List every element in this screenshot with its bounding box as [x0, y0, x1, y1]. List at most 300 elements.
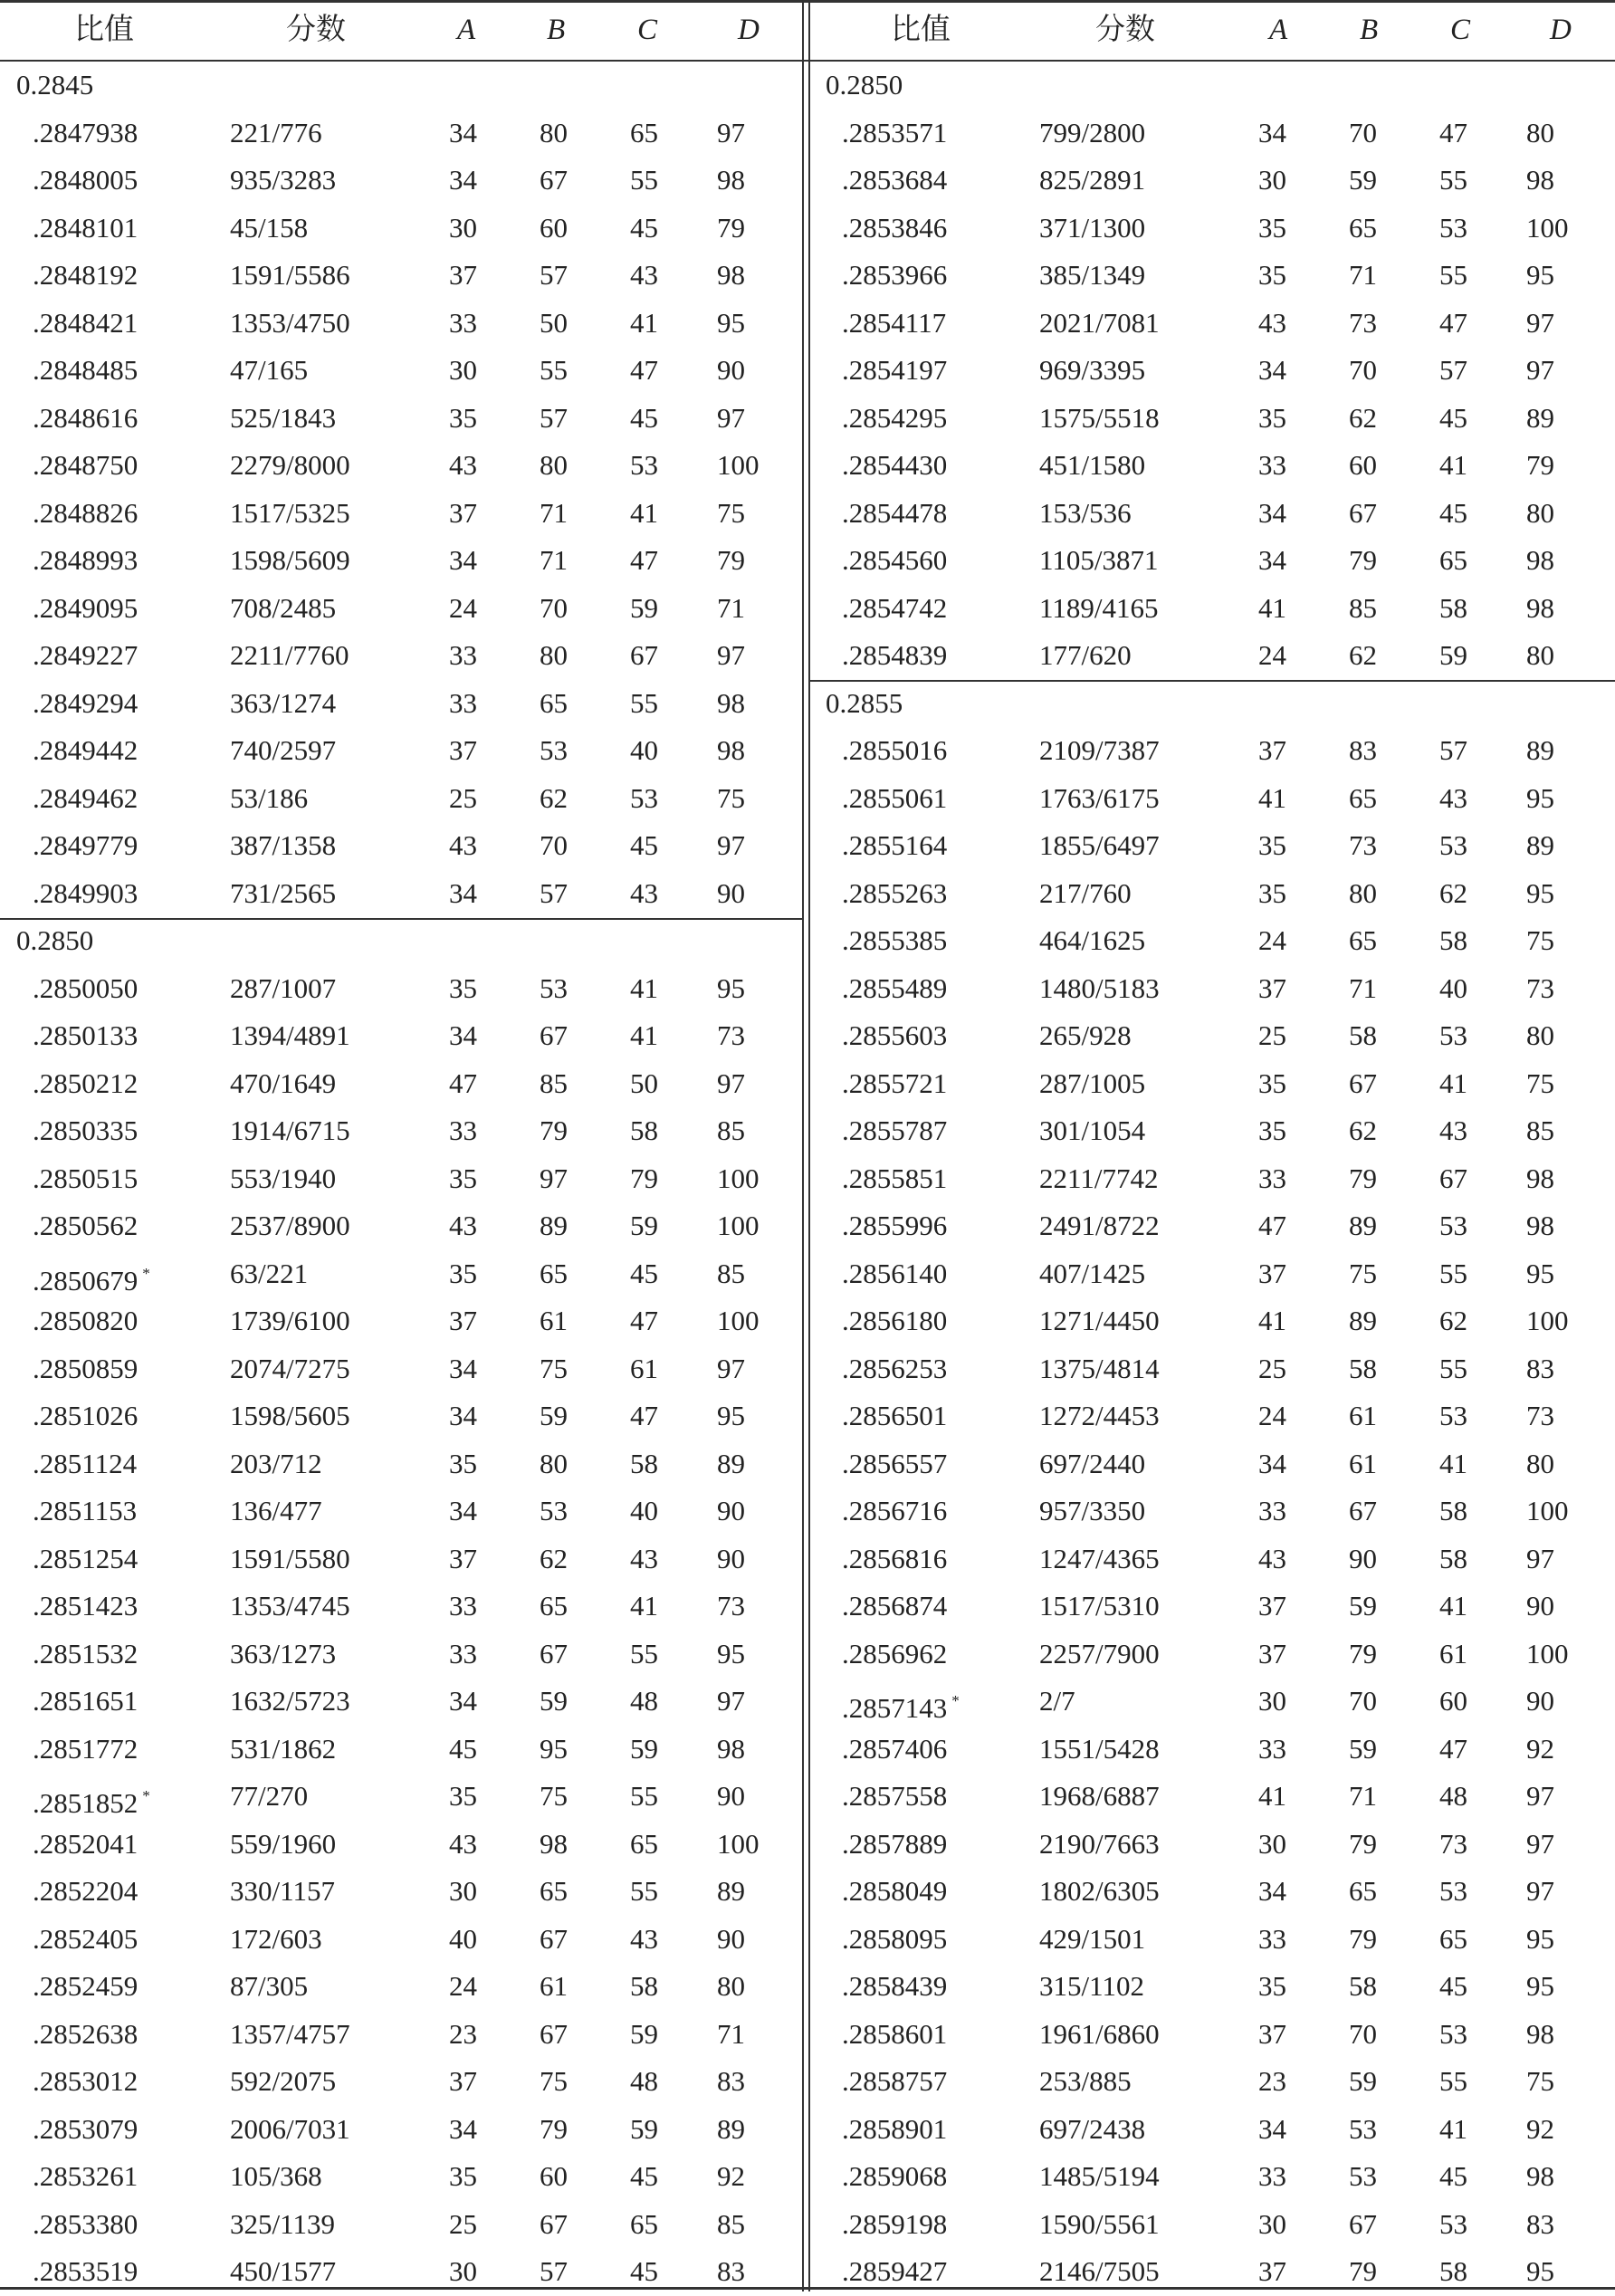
- fraction-cell-text: 531/1862: [230, 1732, 337, 1765]
- teeth-d-cell: [1526, 775, 1554, 823]
- teeth-b-cell: [1349, 1726, 1377, 1774]
- teeth-c-cell-text: 41: [630, 1019, 658, 1051]
- teeth-a-cell: [1258, 110, 1286, 158]
- teeth-b-cell-text: 79: [1349, 2255, 1377, 2287]
- teeth-b-cell: [540, 2058, 568, 2106]
- teeth-d-cell-text: 98: [1526, 164, 1554, 196]
- teeth-d-cell-text: 95: [1526, 1922, 1554, 1955]
- fraction-cell: [1039, 1250, 1145, 1298]
- teeth-d-cell: [1526, 917, 1554, 965]
- ratio-cell-text: .2852041: [33, 1827, 139, 1860]
- teeth-a-cell: [1258, 537, 1286, 585]
- teeth-a-cell: [1258, 917, 1286, 965]
- teeth-b-cell: [540, 252, 568, 300]
- teeth-d-cell-text: 90: [717, 1780, 745, 1812]
- fraction-cell-text: 1394/4891: [230, 1019, 350, 1051]
- fraction-cell: [230, 2058, 336, 2106]
- teeth-d-cell: [717, 1155, 760, 1203]
- table-row: [0, 1868, 797, 1916]
- ratio-cell-text: .2852459: [33, 1970, 139, 2002]
- teeth-d-cell-text: 98: [1526, 1210, 1554, 1241]
- teeth-a-cell-text: 33: [1258, 449, 1286, 481]
- fraction-cell: [230, 1821, 336, 1869]
- section-label: 0.2850: [16, 924, 94, 956]
- teeth-a-cell: [449, 1631, 477, 1679]
- ratio-cell: [842, 1060, 947, 1108]
- fraction-cell-text: 136/477: [230, 1495, 322, 1526]
- teeth-c-cell-text: 48: [1439, 1780, 1467, 1812]
- ratio-cell-text: .2848750: [33, 449, 139, 481]
- teeth-c-cell: [630, 1916, 658, 1964]
- fraction-cell-text: 1590/5561: [1039, 2207, 1160, 2240]
- ratio-cell: [33, 157, 138, 205]
- teeth-d-cell: [1526, 2153, 1554, 2201]
- table-row: [0, 1297, 797, 1345]
- teeth-c-cell-text: 53: [1439, 1019, 1467, 1051]
- teeth-b-cell: [540, 395, 568, 443]
- teeth-d-cell: [717, 822, 745, 870]
- fraction-cell: [1039, 2011, 1160, 2059]
- teeth-c-cell-text: 45: [630, 2160, 658, 2192]
- teeth-b-cell: [540, 632, 568, 680]
- teeth-c-cell-text: 58: [1439, 924, 1467, 956]
- fraction-cell: [1039, 2058, 1132, 2106]
- teeth-c-cell: [1439, 347, 1467, 395]
- fraction-cell: [230, 775, 308, 823]
- table-row: [0, 870, 797, 918]
- right-table-header: [809, 0, 1606, 60]
- ratio-cell: [842, 1583, 947, 1631]
- teeth-a-cell-text: 41: [1258, 1305, 1286, 1336]
- teeth-b-cell: [540, 1678, 568, 1726]
- teeth-d-cell: [1526, 870, 1554, 918]
- teeth-c-cell-text: 57: [1439, 734, 1467, 766]
- fraction-cell-text: 1632/5723: [230, 1685, 350, 1717]
- teeth-a-cell-text: 37: [1258, 1590, 1286, 1622]
- fraction-cell: [1039, 205, 1145, 253]
- ratio-cell: [842, 395, 947, 443]
- teeth-b-cell-text: 79: [1349, 1637, 1377, 1669]
- fraction-cell: [230, 347, 308, 395]
- teeth-c-cell-text: 41: [630, 306, 658, 339]
- teeth-d-cell: [1526, 1821, 1554, 1869]
- fraction-cell-text: 1517/5310: [1039, 1590, 1160, 1622]
- ratio-cell-text: .2854560: [842, 544, 948, 576]
- teeth-a-cell-text: 41: [1258, 781, 1286, 814]
- ratio-cell-text: .2852204: [33, 1875, 139, 1907]
- table-row: [0, 2058, 797, 2106]
- teeth-a-cell-text: 34: [449, 2112, 477, 2145]
- table-row: [0, 2106, 797, 2154]
- teeth-d-cell-text: 71: [717, 591, 745, 624]
- teeth-c-cell-text: 45: [1439, 1970, 1467, 2002]
- ratio-cell: [33, 537, 138, 585]
- ratio-cell-text: .2848826: [33, 496, 139, 529]
- teeth-a-cell: [1258, 585, 1286, 633]
- teeth-d-cell-text: 95: [717, 306, 745, 339]
- teeth-b-cell: [1349, 727, 1377, 775]
- teeth-c-cell: [1439, 917, 1467, 965]
- teeth-c-cell-text: 41: [1439, 449, 1467, 481]
- ratio-cell: [842, 1726, 947, 1774]
- teeth-b-cell: [540, 1345, 568, 1393]
- teeth-a-cell: [1258, 442, 1286, 490]
- teeth-d-cell: [1526, 1345, 1554, 1393]
- teeth-c-cell: [1439, 2248, 1467, 2296]
- teeth-c-cell-text: 58: [630, 1970, 658, 2002]
- teeth-d-cell: [717, 205, 745, 253]
- table-row: [0, 2201, 797, 2249]
- teeth-b-cell: [1349, 395, 1377, 443]
- teeth-c-cell-text: 65: [630, 1827, 658, 1860]
- ratio-cell: [33, 1726, 138, 1774]
- table-row: [0, 205, 797, 253]
- fraction-cell-text: 1375/4814: [1039, 1352, 1160, 1384]
- ratio-cell: [33, 822, 138, 870]
- teeth-a-cell: [449, 1678, 477, 1726]
- teeth-b-cell-text: 58: [1349, 1970, 1377, 2002]
- table-row: [809, 2011, 1606, 2059]
- fraction-cell: [230, 1107, 350, 1155]
- fraction-cell: [230, 2106, 350, 2154]
- teeth-a-cell: [1258, 252, 1286, 300]
- teeth-c-cell: [630, 442, 658, 490]
- fraction-cell: [230, 1583, 350, 1631]
- teeth-a-cell-text: 34: [449, 1019, 477, 1051]
- table-row: [0, 1012, 797, 1060]
- fraction-cell-text: 330/1157: [230, 1875, 335, 1907]
- ratio-cell-text: .2848485: [33, 354, 139, 386]
- teeth-b-cell-text: 89: [540, 1210, 568, 1241]
- teeth-d-cell: [717, 252, 745, 300]
- table-row: [0, 157, 797, 205]
- table-row: [809, 252, 1606, 300]
- ratio-cell: [33, 1678, 138, 1726]
- teeth-d-cell: [717, 1678, 745, 1726]
- fraction-cell: [230, 1963, 308, 2011]
- teeth-a-cell-text: 24: [1258, 639, 1286, 671]
- fraction-cell-text: 1591/5580: [230, 1542, 350, 1574]
- teeth-d-cell-text: 95: [1526, 781, 1554, 814]
- teeth-a-cell-text: 24: [1258, 1400, 1286, 1431]
- teeth-c-cell-text: 48: [630, 1685, 658, 1717]
- teeth-d-cell: [1526, 252, 1554, 300]
- ratio-cell: [33, 2106, 138, 2154]
- teeth-d-cell-text: 85: [1526, 1115, 1554, 1146]
- teeth-c-cell-text: 62: [1439, 1305, 1467, 1336]
- teeth-b-cell-text: 80: [1349, 876, 1377, 909]
- ratio-cell: [842, 1678, 960, 1733]
- ratio-cell-text: .2856180: [842, 1305, 948, 1336]
- ratio-cell: [33, 205, 138, 253]
- fraction-cell-text: 371/1300: [1039, 211, 1146, 244]
- ratio-cell-text: .2853380: [33, 2207, 139, 2240]
- teeth-a-cell: [449, 632, 477, 680]
- ratio-cell-text: .2848192: [33, 259, 139, 291]
- fraction-cell: [1039, 1345, 1160, 1393]
- teeth-c-cell: [630, 1726, 658, 1774]
- fraction-cell: [1039, 1773, 1160, 1821]
- teeth-d-cell-text: 97: [1526, 1780, 1554, 1812]
- ratio-cell: [842, 537, 947, 585]
- teeth-b-cell: [540, 680, 568, 728]
- teeth-a-cell-text: 25: [449, 2207, 477, 2240]
- fraction-cell: [1039, 110, 1145, 158]
- teeth-b-cell: [540, 1821, 568, 1869]
- teeth-a-cell-text: 43: [1258, 1542, 1286, 1574]
- fraction-cell-text: 1105/3871: [1039, 544, 1159, 576]
- teeth-b-cell-text: 75: [1349, 1257, 1377, 1289]
- fraction-cell: [1039, 2248, 1160, 2296]
- fraction-cell-text: 464/1625: [1039, 924, 1146, 956]
- teeth-b-cell: [540, 300, 568, 348]
- teeth-a-cell-text: 34: [1258, 1875, 1286, 1907]
- teeth-b-cell: [1349, 1631, 1377, 1679]
- fraction-cell-text: 450/1577: [230, 2255, 337, 2287]
- teeth-d-cell-text: 97: [717, 829, 745, 861]
- teeth-c-cell-text: 73: [1439, 1827, 1467, 1860]
- fraction-cell: [230, 1012, 350, 1060]
- teeth-b-cell-text: 79: [1349, 1922, 1377, 1955]
- teeth-b-cell-text: 80: [540, 116, 568, 148]
- ratio-cell: [33, 110, 138, 158]
- teeth-a-cell: [1258, 2106, 1286, 2154]
- table-row: [0, 1202, 797, 1250]
- ratio-cell: [842, 775, 947, 823]
- teeth-b-cell: [1349, 822, 1377, 870]
- teeth-d-cell: [717, 1821, 760, 1869]
- teeth-a-cell: [449, 1392, 477, 1440]
- fraction-cell: [1039, 917, 1145, 965]
- teeth-c-cell-text: 79: [630, 1162, 658, 1194]
- fraction-cell-text: 470/1649: [230, 1067, 337, 1099]
- teeth-d-cell: [717, 1012, 745, 1060]
- ratio-cell: [33, 347, 138, 395]
- ratio-cell-text: .2859198: [842, 2207, 948, 2240]
- teeth-d-cell: [1526, 1392, 1554, 1440]
- teeth-a-cell: [449, 1583, 477, 1631]
- teeth-a-cell: [449, 1250, 477, 1298]
- teeth-d-cell: [717, 1297, 760, 1345]
- teeth-b-cell-text: 59: [1349, 164, 1377, 196]
- teeth-b-cell-text: 61: [1349, 1447, 1377, 1479]
- teeth-a-cell-text: 33: [449, 1590, 477, 1622]
- teeth-b-cell: [1349, 1297, 1377, 1345]
- ratio-cell-text: .2858049: [842, 1875, 948, 1907]
- teeth-d-cell-text: 79: [717, 544, 745, 576]
- teeth-d-cell: [717, 1392, 745, 1440]
- table-row: [0, 1773, 797, 1821]
- table-row: [0, 775, 797, 823]
- teeth-d-cell: [1526, 1963, 1554, 2011]
- teeth-a-cell-text: 34: [449, 1352, 477, 1384]
- fraction-cell-text: 592/2075: [230, 2065, 337, 2097]
- teeth-a-cell-text: 37: [1258, 1257, 1286, 1289]
- teeth-b-cell: [1349, 917, 1377, 965]
- teeth-d-cell: [1526, 727, 1554, 775]
- teeth-a-cell: [449, 1963, 477, 2011]
- teeth-c-cell-text: 55: [1439, 1257, 1467, 1289]
- teeth-c-cell-text: 50: [630, 1067, 658, 1099]
- teeth-d-cell-text: 80: [1526, 116, 1554, 148]
- header-a: A: [457, 14, 476, 46]
- teeth-c-cell-text: 61: [630, 1352, 658, 1384]
- teeth-c-cell: [630, 1440, 658, 1488]
- ratio-cell: [33, 1916, 138, 1964]
- fraction-cell-text: 2257/7900: [1039, 1637, 1160, 1669]
- teeth-a-cell: [449, 490, 477, 538]
- fraction-cell-text: 325/1139: [230, 2207, 335, 2240]
- ratio-cell: [33, 585, 138, 633]
- ratio-cell-text: .2853684: [842, 164, 948, 196]
- teeth-c-cell: [630, 1107, 658, 1155]
- teeth-b-cell-text: 80: [540, 1447, 568, 1479]
- ratio-cell-text: .2851532: [33, 1637, 139, 1669]
- teeth-c-cell: [630, 1012, 658, 1060]
- table-row: [809, 822, 1606, 870]
- teeth-a-cell-text: 35: [449, 1780, 477, 1812]
- teeth-a-cell: [1258, 1107, 1286, 1155]
- ratio-cell-text: .2855385: [842, 924, 948, 956]
- fraction-cell-text: 451/1580: [1039, 449, 1146, 481]
- teeth-d-cell-text: 100: [717, 1827, 760, 1860]
- teeth-a-cell-text: 24: [449, 1970, 477, 2002]
- fraction-cell-text: 2211/7760: [230, 639, 349, 671]
- ratio-cell-text: .2854295: [842, 401, 948, 434]
- ratio-cell-text: .2858901: [842, 2112, 948, 2145]
- fraction-cell-text: 265/928: [1039, 1019, 1132, 1051]
- fraction-cell: [1039, 1535, 1160, 1583]
- ratio-cell: [33, 1583, 138, 1631]
- teeth-d-cell-text: 79: [1526, 449, 1554, 481]
- ratio-cell: [842, 1392, 947, 1440]
- teeth-c-cell: [1439, 2201, 1467, 2249]
- teeth-a-cell: [1258, 1392, 1286, 1440]
- fraction-cell-text: 957/3350: [1039, 1495, 1146, 1526]
- teeth-a-cell-text: 24: [449, 591, 477, 624]
- ratio-cell: [33, 300, 138, 348]
- teeth-a-cell-text: 33: [1258, 1732, 1286, 1765]
- teeth-a-cell: [1258, 2201, 1286, 2249]
- fraction-cell: [1039, 1155, 1158, 1203]
- teeth-b-cell-text: 60: [1349, 449, 1377, 481]
- teeth-b-cell-text: 75: [540, 2065, 568, 2097]
- header-c: C: [1450, 14, 1471, 46]
- teeth-d-cell: [1526, 1631, 1569, 1679]
- fraction-cell-text: 697/2440: [1039, 1447, 1146, 1479]
- ratio-cell-text: .2859068: [842, 2160, 948, 2192]
- teeth-c-cell: [630, 1678, 658, 1726]
- fraction-cell: [230, 1060, 336, 1108]
- teeth-d-cell-text: 95: [1526, 2255, 1554, 2287]
- teeth-b-cell: [1349, 537, 1377, 585]
- teeth-c-cell-text: 47: [1439, 306, 1467, 339]
- table-row: [809, 490, 1606, 538]
- ratio-cell: [33, 1963, 138, 2011]
- table-row: [809, 1868, 1606, 1916]
- ratio-cell-text: .2850335: [33, 1115, 139, 1146]
- teeth-c-cell-text: 55: [630, 1780, 658, 1812]
- teeth-c-cell-text: 67: [630, 639, 658, 671]
- teeth-a-cell: [449, 205, 477, 253]
- teeth-c-cell: [630, 1345, 658, 1393]
- ratio-cell: [33, 1297, 138, 1345]
- teeth-a-cell: [1258, 2153, 1286, 2201]
- teeth-b-cell: [540, 347, 568, 395]
- teeth-d-cell-text: 83: [1526, 2207, 1554, 2240]
- teeth-d-cell-text: 89: [1526, 829, 1554, 861]
- teeth-c-cell-text: 47: [630, 1305, 658, 1336]
- section-header-row: [809, 680, 1606, 728]
- fraction-cell: [230, 2153, 322, 2201]
- teeth-c-cell-text: 65: [1439, 544, 1467, 576]
- table-row: [0, 2011, 797, 2059]
- teeth-a-cell: [1258, 2248, 1286, 2296]
- teeth-a-cell: [1258, 1440, 1286, 1488]
- fraction-cell-text: 525/1843: [230, 401, 337, 434]
- teeth-d-cell-text: 80: [1526, 1447, 1554, 1479]
- ratio-cell-text: .2851153: [33, 1495, 138, 1526]
- teeth-d-cell: [717, 1773, 745, 1821]
- ratio-cell-text: .2851772: [33, 1732, 139, 1765]
- teeth-c-cell-text: 55: [630, 1637, 658, 1669]
- fraction-cell: [230, 2248, 336, 2296]
- fraction-cell-text: 559/1960: [230, 1827, 337, 1860]
- table-row: [0, 632, 797, 680]
- teeth-b-cell-text: 62: [1349, 639, 1377, 671]
- teeth-b-cell: [540, 537, 568, 585]
- teeth-d-cell-text: 95: [717, 1637, 745, 1669]
- teeth-d-cell-text: 98: [717, 259, 745, 291]
- teeth-a-cell: [449, 965, 477, 1013]
- teeth-d-cell: [1526, 347, 1554, 395]
- teeth-b-cell-text: 89: [1349, 1305, 1377, 1336]
- teeth-b-cell-text: 59: [540, 1400, 568, 1431]
- ratio-cell-text: .2859427: [842, 2255, 948, 2287]
- table-row: [0, 1392, 797, 1440]
- fraction-cell-text: 87/305: [230, 1970, 309, 2002]
- teeth-d-cell-text: 90: [717, 1495, 745, 1526]
- teeth-c-cell: [630, 1868, 658, 1916]
- teeth-a-cell-text: 33: [1258, 1495, 1286, 1526]
- table-row: [0, 585, 797, 633]
- teeth-c-cell: [1439, 632, 1467, 680]
- teeth-d-cell-text: 98: [1526, 2160, 1554, 2192]
- header-c: C: [637, 14, 658, 46]
- header-b: B: [547, 14, 566, 46]
- teeth-a-cell-text: 35: [1258, 876, 1286, 909]
- teeth-b-cell: [540, 1392, 568, 1440]
- teeth-c-cell-text: 41: [1439, 1447, 1467, 1479]
- fraction-cell: [230, 252, 350, 300]
- teeth-a-cell: [449, 727, 477, 775]
- ratio-cell: [842, 252, 947, 300]
- fraction-cell: [1039, 1678, 1075, 1726]
- ratio-cell-text: .2853261: [33, 2160, 139, 2192]
- fraction-cell: [230, 205, 308, 253]
- teeth-c-cell: [1439, 2153, 1467, 2201]
- teeth-b-cell: [1349, 2153, 1377, 2201]
- ratio-cell: [842, 2058, 947, 2106]
- ratio-cell-text: .2849294: [33, 686, 139, 719]
- teeth-a-cell-text: 35: [449, 1447, 477, 1479]
- teeth-c-cell-text: 41: [630, 971, 658, 1004]
- teeth-c-cell: [1439, 1060, 1467, 1108]
- fraction-cell-text: 2190/7663: [1039, 1827, 1160, 1860]
- fraction-cell: [1039, 1297, 1160, 1345]
- teeth-b-cell: [540, 2153, 568, 2201]
- teeth-d-cell: [1526, 1916, 1554, 1964]
